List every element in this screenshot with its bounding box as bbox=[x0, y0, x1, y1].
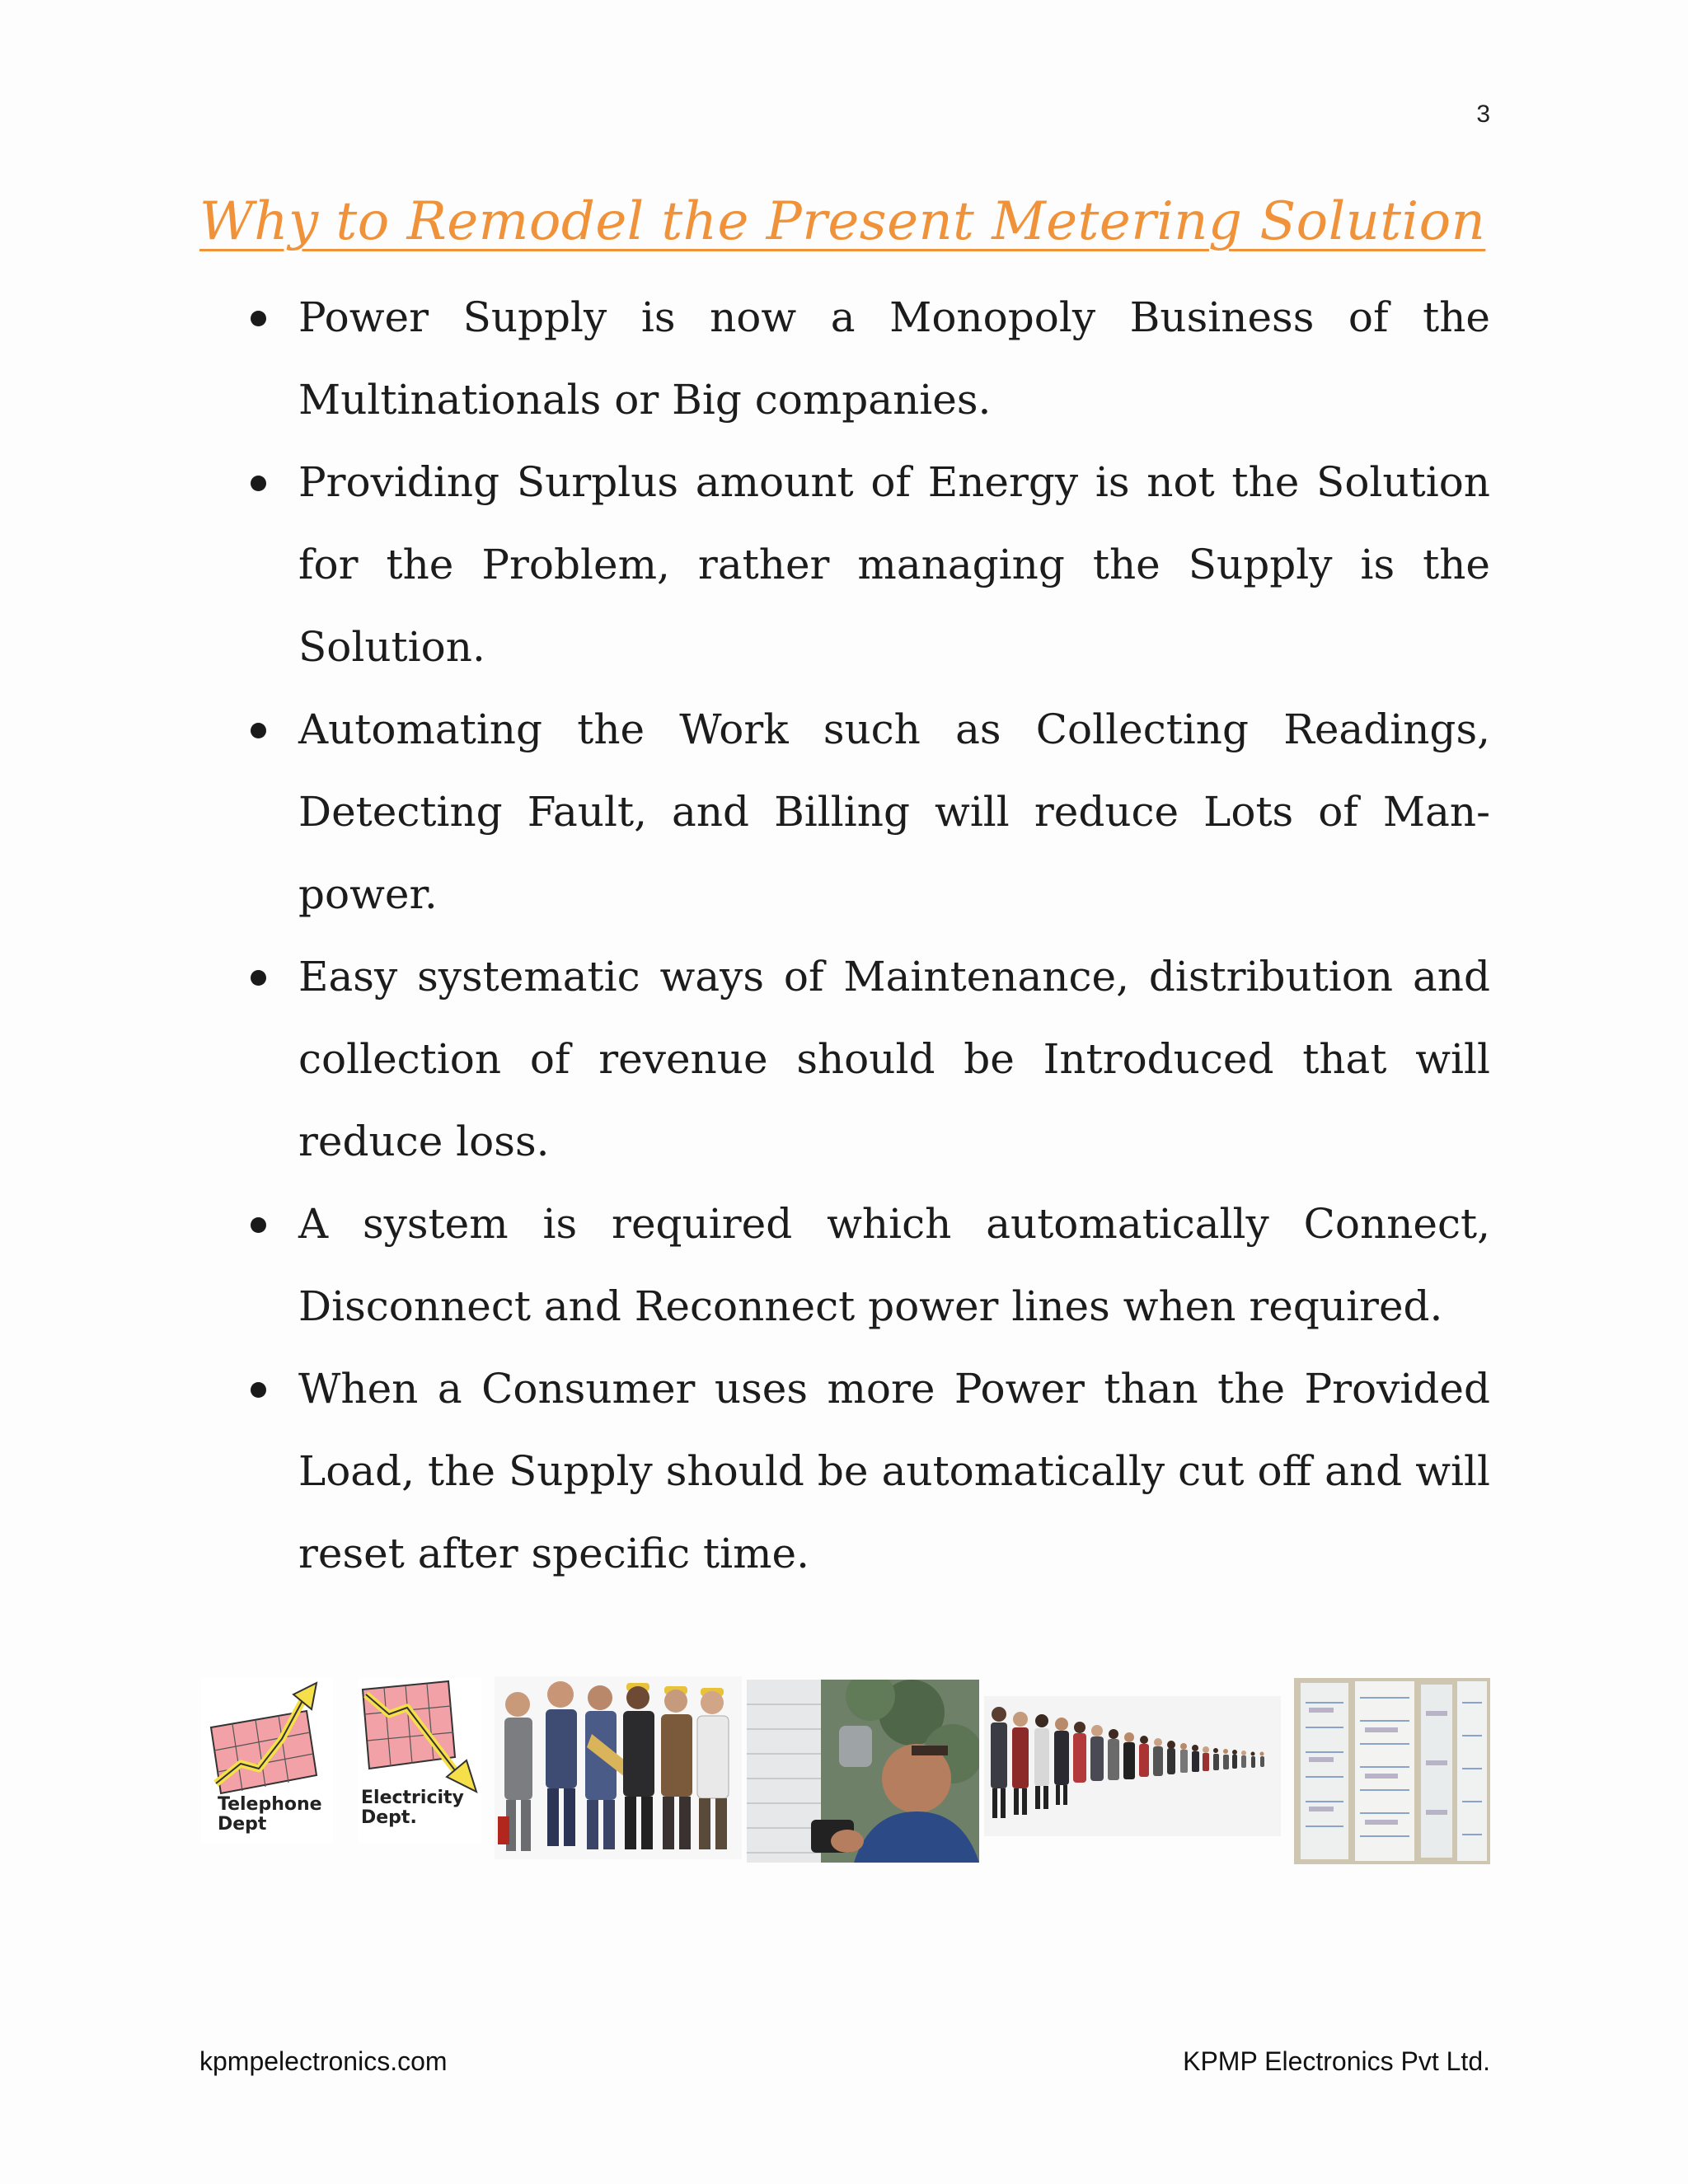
queue-image-icon bbox=[984, 1696, 1281, 1836]
bullet-text: A system is required which automatically Connect, Disconnect and Reconnect power lines when required. bbox=[298, 1200, 1490, 1330]
bullet-icon bbox=[251, 476, 266, 491]
meter-reader-image-icon bbox=[747, 1680, 979, 1863]
telephone-dept-graphic bbox=[201, 1678, 333, 1843]
electricity-dept-graphic bbox=[358, 1678, 481, 1843]
bullet-item bbox=[247, 935, 1490, 1183]
bullet-text: Providing Surplus amount of Energy is not the Solution for the Problem, rather managing the Supply is the Solution. bbox=[298, 458, 1490, 671]
bullet-icon bbox=[251, 723, 266, 738]
bullet-text: Easy systematic ways of Maintenance, distribution and collection of revenue should be Introduced that will reduce loss. bbox=[298, 953, 1490, 1165]
footer-website: kpmpelectronics.com bbox=[199, 2046, 448, 2076]
workers-image-icon bbox=[495, 1676, 742, 1859]
page-number: 3 bbox=[1476, 101, 1490, 128]
bills-photo bbox=[1294, 1678, 1490, 1864]
bullet-icon bbox=[251, 311, 266, 326]
bullet-text: When a Consumer uses more Power than the Provided Load, the Supply should be automatically cut off and will reset after specific time. bbox=[298, 1365, 1490, 1577]
bullet-text: Automating the Work such as Collecting Readings, Detecting Fault, and Billing will reduce Lots of Man-power. bbox=[298, 705, 1490, 918]
bullet-icon bbox=[251, 1382, 266, 1398]
bullet-item bbox=[247, 1183, 1490, 1347]
bullet-list bbox=[247, 276, 1490, 1595]
bullet-text: Power Supply is now a Monopoly Business of the Multinationals or Big companies. bbox=[298, 293, 1490, 424]
workers-photo bbox=[495, 1676, 742, 1859]
queue-photo bbox=[984, 1696, 1281, 1836]
meter-reader-photo bbox=[747, 1680, 979, 1863]
bullet-item bbox=[247, 276, 1490, 441]
page-title: Why to Remodel the Present Metering Solution bbox=[199, 191, 1486, 252]
bullet-icon bbox=[251, 970, 266, 986]
bullet-item bbox=[247, 688, 1490, 935]
bullet-icon bbox=[251, 1217, 266, 1233]
bullet-item bbox=[247, 441, 1490, 688]
telephone-dept-label: Telephone Dept bbox=[218, 1794, 322, 1835]
footer-company: KPMP Electronics Pvt Ltd. bbox=[1183, 2046, 1490, 2076]
bills-image-icon bbox=[1294, 1678, 1490, 1864]
image-strip bbox=[201, 1673, 1490, 1863]
bullet-item bbox=[247, 1347, 1490, 1595]
electricity-dept-label: Electricity Dept. bbox=[361, 1788, 464, 1828]
